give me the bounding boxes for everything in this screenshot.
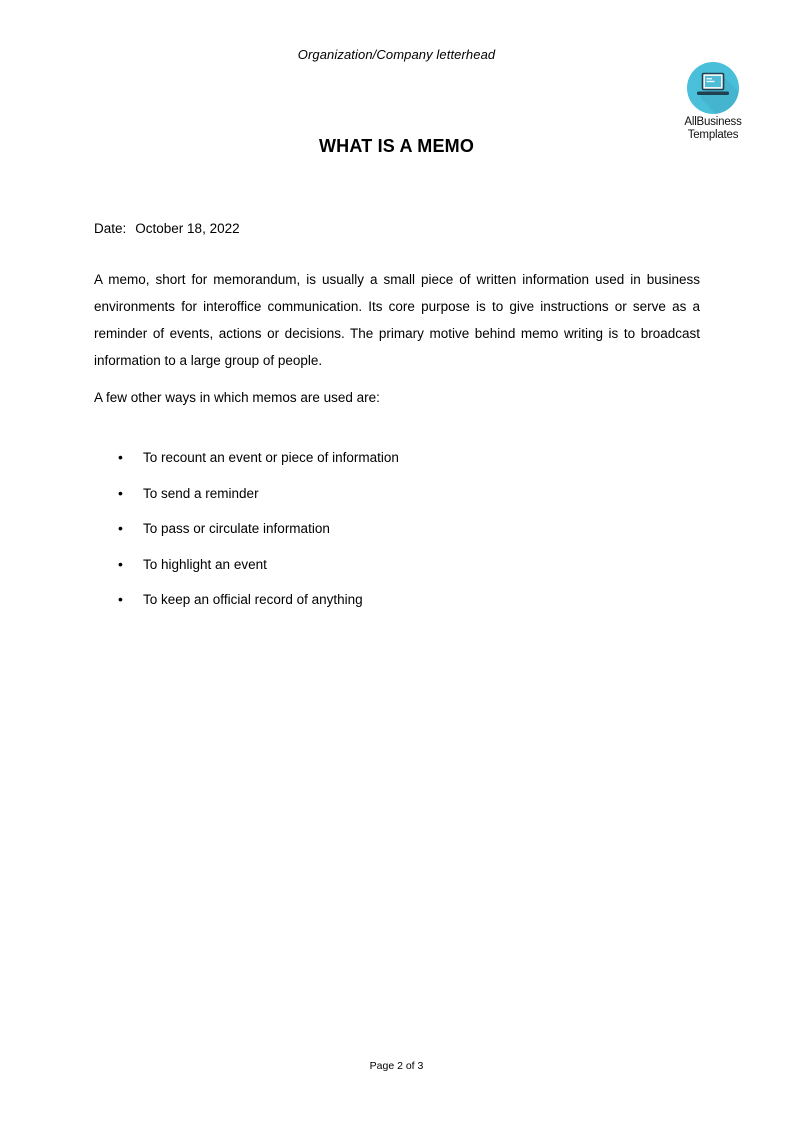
list-item: • To pass or circulate information [94,518,700,539]
list-item: • To send a reminder [94,483,700,504]
page-number-footer: Page 2 of 3 [369,1060,424,1072]
laptop-icon [686,61,740,115]
list-item: • To recount an event or piece of information [94,447,700,468]
memo-uses-list [94,447,700,625]
bullet-list-intro: A few other ways in which memos are used are: [94,390,380,405]
letterhead-text: Organization/Company letterhead [297,47,496,62]
brand-logo [679,61,747,142]
date-value: October 18, 2022 [135,221,240,236]
brand-name-line2: Templates [687,129,739,141]
list-item: • To keep an official record of anything [94,589,700,610]
page-title: WHAT IS A MEMO [318,136,475,156]
list-item: • To highlight an event [94,554,700,575]
date-label: Date: [94,221,127,236]
date-line [94,221,240,236]
brand-name-line1: AllBusiness [684,116,742,128]
memo-definition-paragraph: A memo, short for memorandum, is usually a small piece of written information used in business environments for interoffice communication. Its core purpose is to give instructions or serve as a reminder of events, actions or decisions. The primary motive behind memo writing is to broadcast information to a large group of people. [94,272,700,368]
